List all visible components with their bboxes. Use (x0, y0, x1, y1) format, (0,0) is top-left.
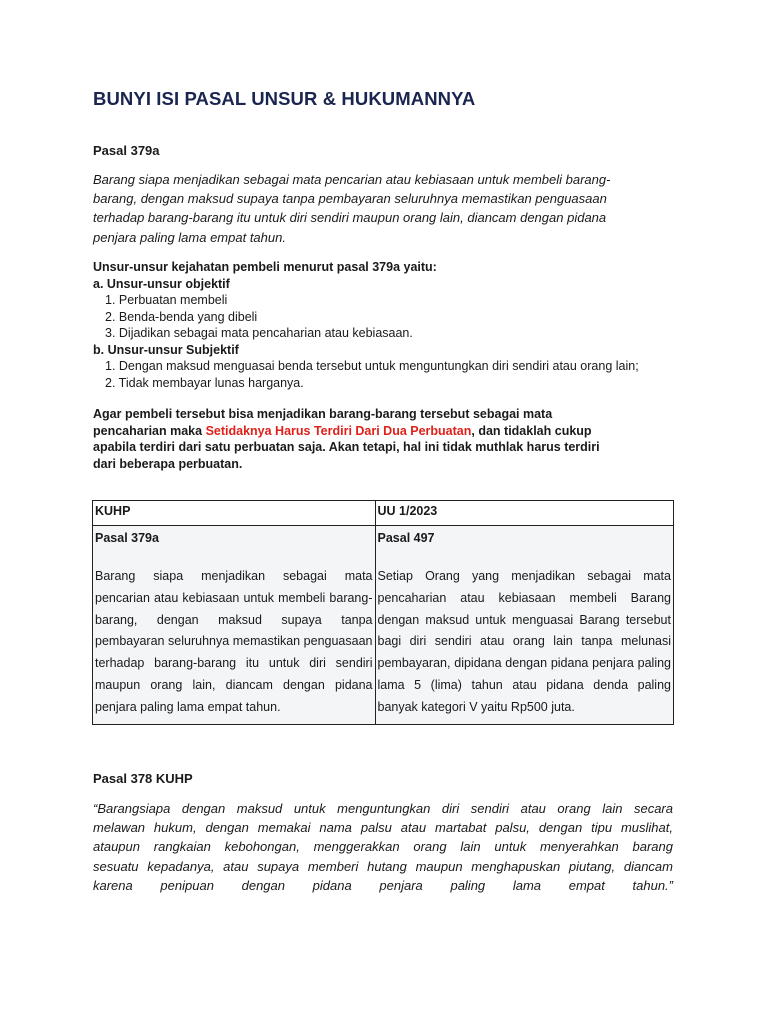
section-heading-pasal-378: Pasal 378 KUHP (93, 771, 193, 786)
objective-heading: a. Unsur-unsur objektif (93, 276, 230, 291)
list-item: 3. Dijadikan sebagai mata pencaharian atau kebiasaan. (105, 326, 413, 340)
table-header-uu: UU 1/2023 (375, 501, 674, 526)
text-line: terhadap barang-barang itu untuk diri sendiri maupun orang lain, diancam dengan pidana (93, 210, 607, 226)
elements-list (93, 259, 639, 391)
table-cell-uu (375, 526, 674, 725)
table-header-row (93, 501, 674, 526)
section-heading-pasal-379a: Pasal 379a (93, 143, 160, 158)
page-title: BUNYI ISI PASAL UNSUR & HUKUMANNYA (93, 88, 476, 109)
elements-intro: Unsur-unsur kejahatan pembeli menurut pasal 379a yaitu: (93, 260, 437, 274)
text-line: “Barangsiapa dengan maksud untuk menguntungkan diri sendiri atau orang lain secara (93, 801, 673, 816)
table-row (93, 526, 674, 725)
cell-title: Pasal 379a (95, 531, 159, 545)
cell-body: Setiap Orang yang menjadikan sebagai mata pencaharian atau kebiasaan membeli Barang dengan maksud untuk menguasai Barang tersebut bagi diri sendiri atau orang lain tanpa melunasi pembayaran, dipidana dengan pidana penjara paling lama 5 (lima) tahun atau pidana denda paling banyak kategori V yaitu Rp500 juta. (377, 569, 671, 714)
table-header-kuhp: KUHP (93, 501, 376, 526)
text-line: Barang siapa menjadikan sebagai mata pencarian atau kebiasaan untuk membeli barang- (93, 172, 611, 187)
list-item: 1. Dengan maksud menguasai benda tersebut untuk menguntungkan diri sendiri atau orang lain; (105, 359, 639, 373)
note-line: Agar pembeli tersebut bisa menjadikan barang-barang tersebut sebagai mata (93, 407, 553, 421)
text-line: penjara paling lama empat tahun. (93, 229, 286, 245)
note-highlight: Setidaknya Harus Terdiri Dari Dua Perbuatan (205, 423, 472, 438)
pasal-378-quote (93, 799, 673, 895)
list-item: 2. Benda-benda yang dibeli (105, 309, 258, 324)
text-line: sesuatu kepadanya, atau supaya memberi hutang maupun menghapuskan piutang, diancam (93, 858, 673, 874)
note-paragraph (93, 406, 600, 472)
list-item: 2. Tidak membayar lunas harganya. (105, 375, 304, 390)
cell-title: Pasal 497 (377, 531, 435, 545)
text-line: melawan hukum, dengan memakai nama palsu atau martabat palsu, dengan tipu muslihat, (93, 820, 673, 836)
note-line: dari beberapa perbuatan. (93, 456, 243, 471)
subjective-heading: b. Unsur-unsur Subjektif (93, 342, 239, 357)
cell-body: Barang siapa menjadikan sebagai mata pencarian atau kebiasaan untuk membeli barang-barang, dengan maksud supaya tanpa pembayaran seluruhnya memastikan penguasaan terhadap barang-barang itu untuk diri sendiri maupun orang lain, diancam dengan pidana penjara paling lama empat tahun. (95, 569, 373, 714)
table-cell-kuhp (93, 526, 376, 725)
text-line: barang, dengan maksud supaya tanpa pembayaran seluruhnya memastikan penguasaan (93, 191, 607, 207)
note-text: , dan tidaklah cukup (471, 423, 592, 438)
text-line: karena penipuan dengan pidana penjara paling lama empat tahun.” (93, 877, 673, 893)
note-line: apabila terdiri dari satu perbuatan saja. Akan tetapi, hal ini tidak muthlak harus terdiri (93, 440, 600, 454)
list-item: 1. Perbuatan membeli (105, 293, 228, 307)
text-line: ataupun rangkaian kebohongan, menggerakkan orang lain untuk menyerahkan barang (93, 839, 673, 855)
pasal-379a-text (93, 170, 668, 247)
note-text: pencaharian maka (93, 423, 206, 438)
note-line (93, 423, 600, 440)
comparison-table (92, 500, 674, 725)
